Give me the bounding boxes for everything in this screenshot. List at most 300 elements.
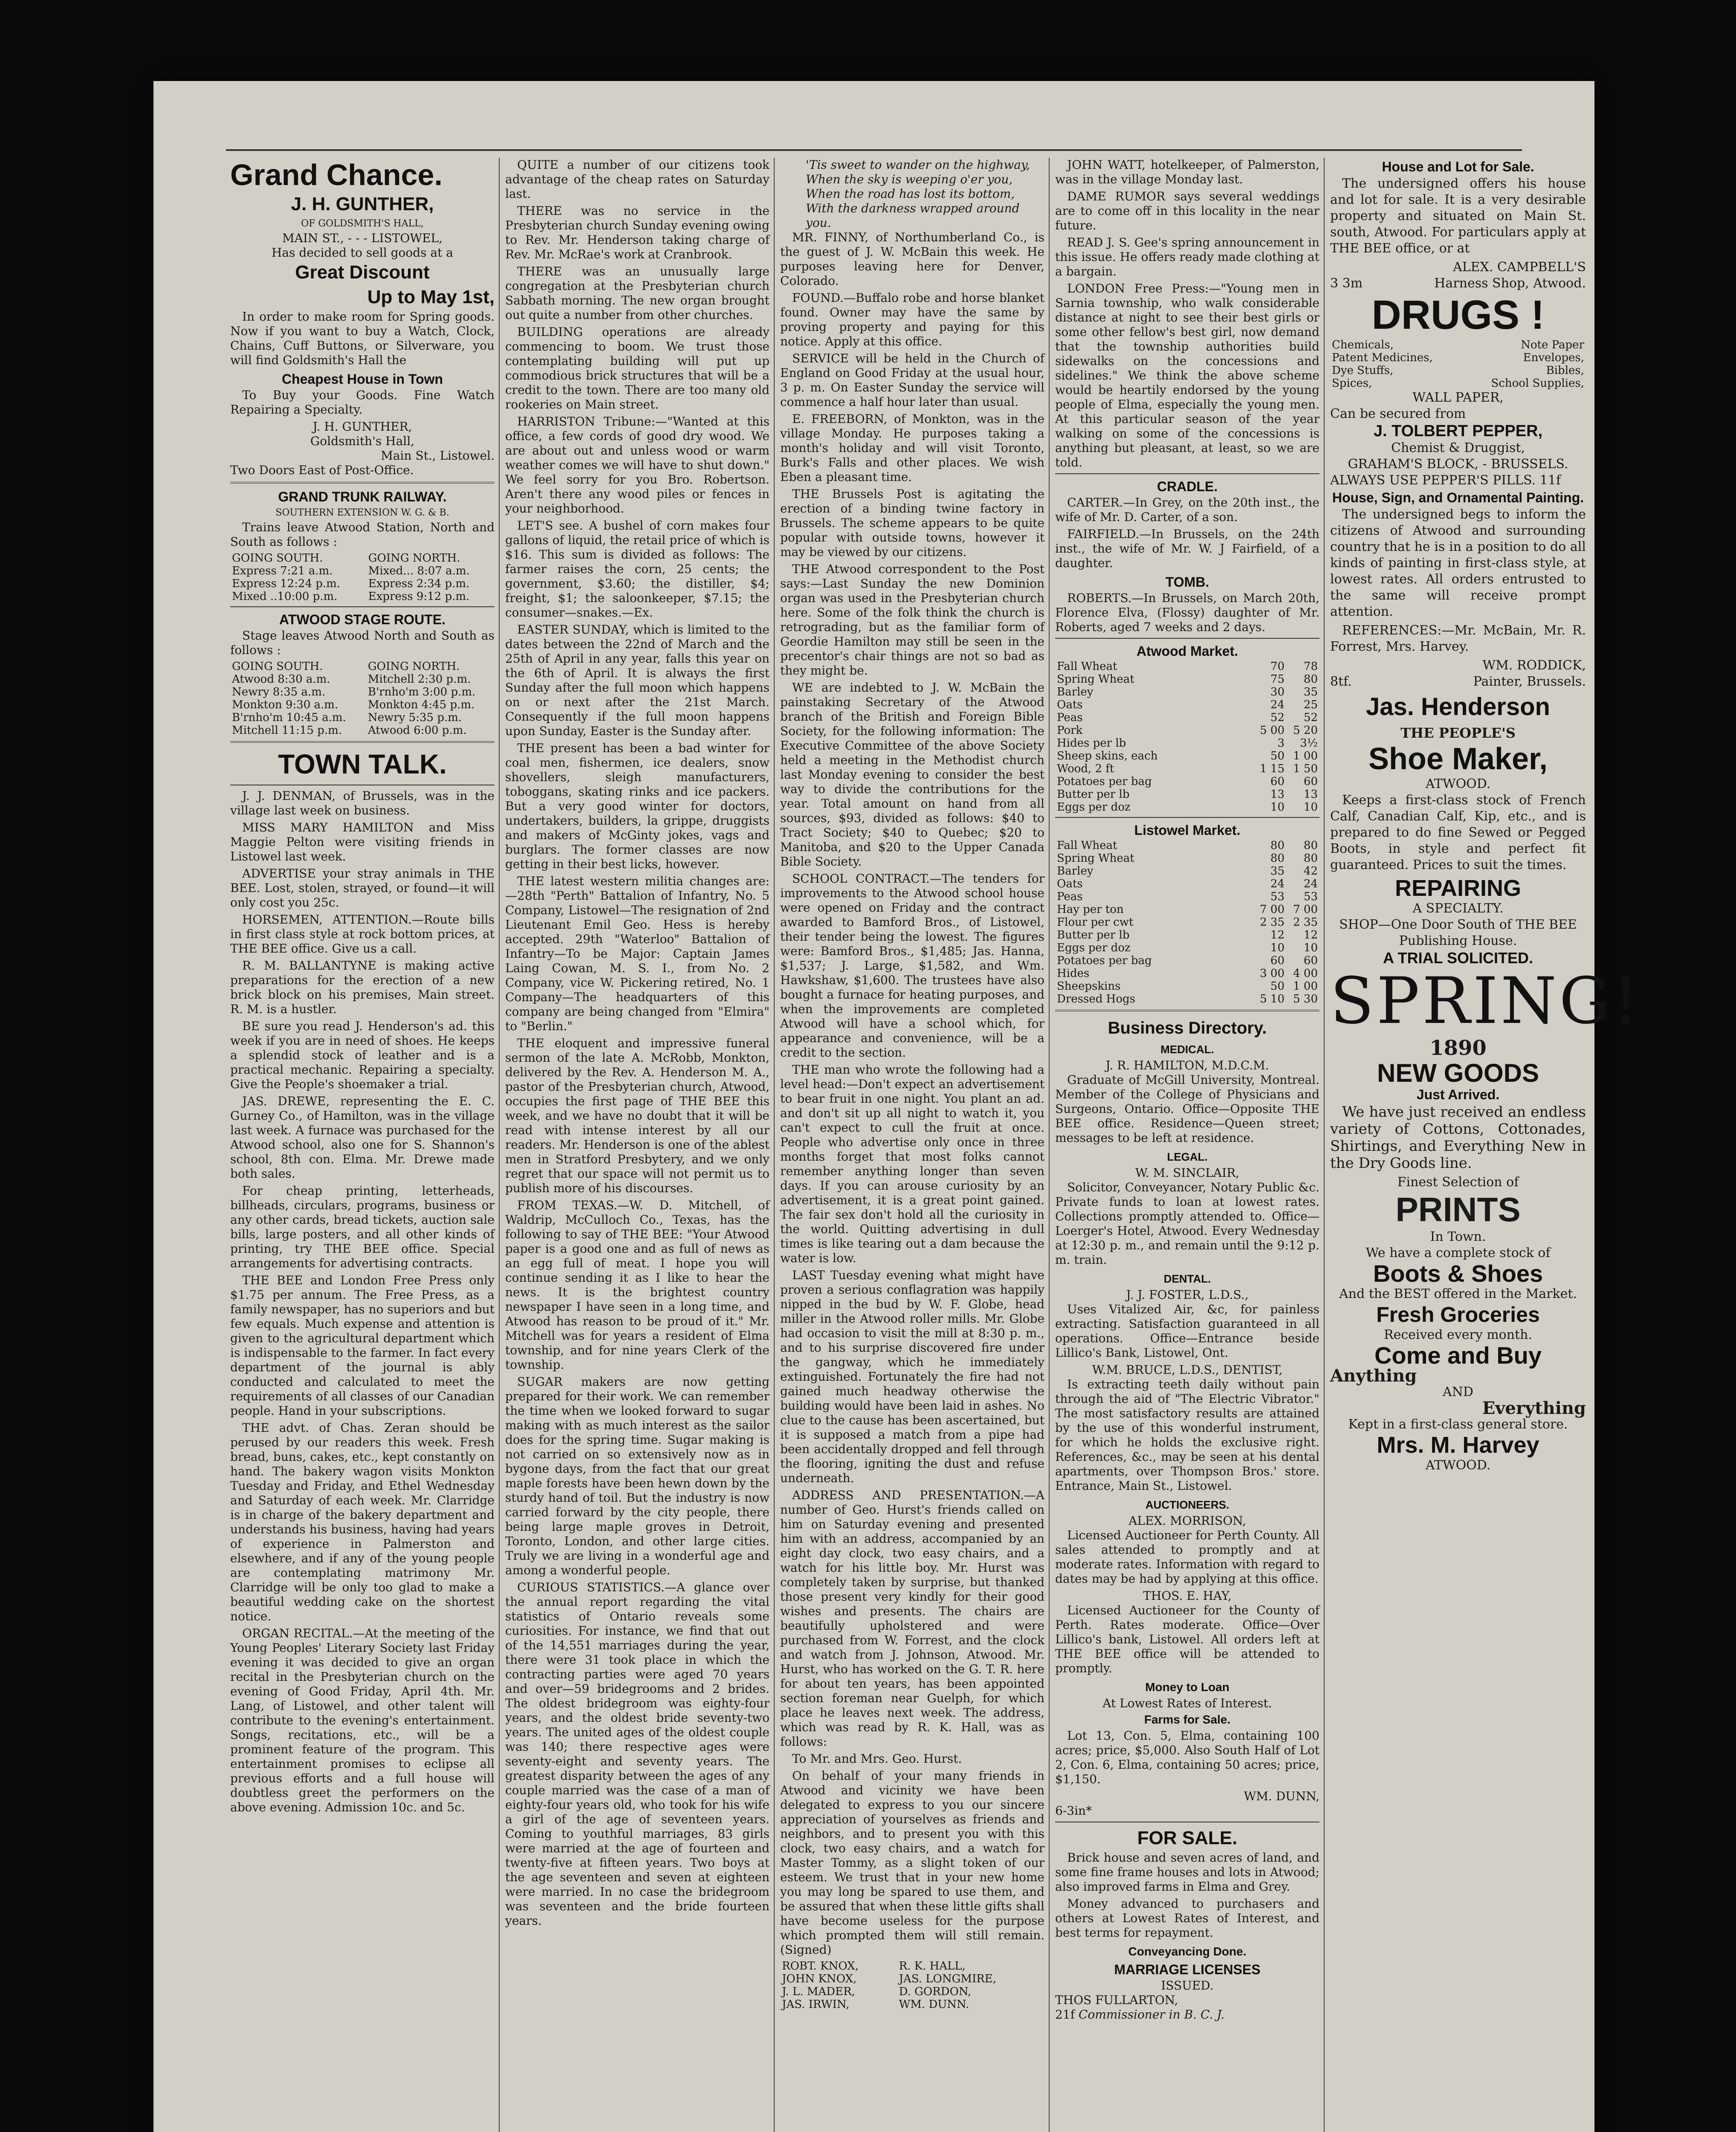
table-cell: Flour per cwt [1057,916,1134,929]
table-cell: 2 35 [1260,916,1285,929]
table-row [1055,941,1319,954]
table-cell: 60 [1303,775,1318,788]
rail-south-head: GOING SOUTH. [232,552,323,565]
table-cell: Oats [1057,878,1083,890]
table-row [230,698,495,711]
paragraph: ADDRESS AND PRESENTATION.—A number of Geo. Hurst's friends called on him on Saturday evening and presented him with an address, accompanied by an eight day clock, two easy chairs, and a watch for his little boy. Mr. Hurst was completely taken by surprise, but thanked those present very kindly for their good wishes and presents. The chairs are beautifully upholstered and were purchased from W. Forrest, and the clock and watch from J. Johnson, Atwood. Mr. Hurst, who has worked on the G. T. R. here for about ten years, has been appointed section foreman near Guelph, for which place he leaves next week. The address, which was read by R. K. Hall, was as follows: [780,1488,1044,1749]
table-cell: 60 [1303,954,1318,967]
gunther-sign1: J. H. GUNTHER, [312,420,412,434]
railway-sub: SOUTHERN EXTENSION W. G. & B. [275,507,449,518]
table-row [1055,993,1319,1005]
table-cell: Barley [1057,865,1094,878]
fullarton-code: 21f [1055,2007,1075,2022]
medical-name: J. R. HAMILTON, M.D.C.M. [1105,1058,1269,1072]
table-cell: 24 [1270,878,1285,890]
table-row [1055,686,1319,698]
paragraph: MISS MARY HAMILTON and Miss Maggie Pelton were visiting friends in Listowel last week. [230,820,495,863]
house-sign2: Harness Shop, Atwood. [1434,276,1586,291]
railway-title: GRAND TRUNK RAILWAY. [278,489,447,504]
table-cell: 10 [1303,941,1318,954]
table-cell: 3 00 [1260,967,1285,980]
divider [1055,1010,1319,1011]
anything: Anything [1330,1366,1417,1386]
drugs-table [1330,339,1586,390]
cradle-title: CRADLE. [1157,479,1218,494]
top-rule [226,149,1522,151]
stage-table [230,660,495,737]
marriage-issued: ISSUED. [1161,1978,1214,1993]
dental-title: DENTAL. [1163,1272,1211,1285]
table-cell: 3½ [1300,737,1318,750]
divider [230,606,495,607]
table-cell: 80 [1270,839,1285,852]
table-cell: 80 [1303,673,1318,686]
money-text: At Lowest Rates of Interest. [1102,1696,1272,1710]
received-text: We have just received an endless variety of Cottons, Cottonades, Shirtings, and Everything New in the Dry Goods line. [1330,1104,1586,1172]
legal-text: Solicitor, Conveyancer, Notary Public &c. Private funds to loan at lowest rates. Collections promptly attended to. Office—Loerger's Hotel, Atwood. Every Wednesday at 12:30 p. m., and remain until the 9:12 p. m. train. [1055,1180,1319,1267]
repairing: REPAIRING [1395,875,1522,901]
table-cell: 1 00 [1293,980,1318,993]
verse [780,158,1044,230]
table-cell: Newry 5:35 p.m. [367,711,462,724]
table-cell: Fall Wheat [1057,660,1117,673]
table-cell: Mixed... 8:07 a.m. [368,565,470,577]
every-month: Received every month. [1384,1327,1532,1342]
great-discount: Great Discount [295,262,430,283]
table-cell: Mitchell 2:30 p.m. [367,673,471,686]
divider [230,741,495,743]
column-rule [1324,158,1325,2132]
atwood-1: ATWOOD. [1425,776,1491,791]
table-row [1055,929,1319,941]
fullarton [1055,1993,1319,2007]
divider [230,482,495,484]
medical-title: MEDICAL. [1160,1043,1214,1056]
painting-title: House, Sign, and Ornamental Painting. [1332,490,1584,505]
table-row [230,673,495,686]
secured: Can be secured from [1330,406,1466,421]
column-rule [499,158,500,2132]
grand-chance-title: Grand Chance. [230,158,443,191]
pills: ALWAYS USE PEPPER'S PILLS. [1330,473,1536,488]
paragraph: SERVICE will be held in the Church of England on Good Friday at the usual hour, 3 p. m. On Easter Sunday the service will commence a half hour later than usual. [780,351,1044,409]
cheapest-house: Cheapest House in Town [281,371,443,387]
dental-name2: W.M. BRUCE, L.D.S., DENTIST, [1092,1363,1283,1377]
table-row [1055,711,1319,724]
table-row [230,590,495,603]
table-cell: Hay per ton [1057,903,1124,916]
paragraph: MR. FINNY, of Northumberland Co., is the guest of J. W. McBain this week. He purposes leaving here for Denver, Colorado. [780,230,1044,288]
table-row [230,724,495,737]
paragraph: SUGAR makers are now getting prepared for their work. We can remember the time when we looked forward to sugar making with as much interest as the sailor does for the spring time. Sugar making is not carried on so extensively now as in bygone days, from the fact that our great maple forests have been hewn down by the sturdy hand of toil. But the industry is now carried forward by the city people, there being large maple groves in Detroit, Toronto, London, and other large cities. Truly we are living in a wonderful age and among a wonderful people. [505,1375,770,1577]
cradle-item: CARTER.—In Grey, on the 20th inst., the wife of Mr. D. Carter, of a son. [1055,495,1319,524]
atwood-market-table [1055,660,1319,814]
table-cell: Peas [1057,890,1083,903]
column-2 [505,158,770,1931]
drug-item: Dye Stuffs, [1332,364,1394,377]
gunther-body: In order to make room for Spring goods. Now if you want to buy a Watch, Clock, Chains, Cuff Buttons, or Silverware, you will find Goldsmith's Hall the [230,310,495,367]
verse-line: 'Tis sweet to wander on the highway, [806,158,1030,172]
gunther-sign3: Main St., Listowel. [381,449,495,463]
table-row [230,577,495,590]
shop: SHOP—One Door South of THE BEE Publishing House. [1339,917,1577,948]
roddick: WM. RODDICK, [1482,658,1586,673]
paragraph: THE latest western militia changes are:—28th "Perth" Battalion of Infantry, No. 5 Company, Listowel—The resignation of 2nd Lieutenant Emil Geo. Hess is hereby accepted. 29th "Waterloo" Battalion of Infantry—To be Major: Captain James Laing Cowan, M. S. I., from No. 2 Company, vice W. Pickering retired, No. 1 Company—The headquarters of this company are being changed from "Elmira" to "Berlin." [505,874,770,1033]
dental-text2: Is extracting teeth daily without pain through the aid of "The Electric Vibrator." The most satisfactory results are attained by the use of this wonderful instrument, for which he holds the exclusive right. References, &c., may be seen at his dental apartments, over Thompson Bros.' store. Entrance, Main St., Listowel. [1055,1377,1319,1493]
column-4-body [1055,158,1319,470]
table-cell: Pork [1057,724,1083,737]
verse-line: When the sky is weeping o'er you, [806,172,1013,186]
table-cell: 80 [1270,852,1285,865]
table-cell: Mitchell 11:15 p.m. [232,724,342,737]
auction-name1: ALEX. MORRISON, [1128,1514,1246,1528]
table-cell: Monkton 9:30 a.m. [232,698,339,711]
table-cell: Oats [1057,698,1083,711]
table-cell: 1 00 [1293,750,1318,762]
signature: JAS. IRWIN, [782,1998,850,2011]
paragraph: R. M. BALLANTYNE is making active preparations for the erection of a new brick block on his premises, Main street. R. M. is a hustler. [230,959,495,1016]
table-cell: Express 7:21 a.m. [232,565,333,577]
table-cell: 12 [1270,929,1285,941]
railway-text: Trains leave Atwood Station, North and South as follows : [230,520,495,549]
gunther-hall: OF GOLDSMITH'S HALL, [301,218,424,229]
table-cell: 5 10 [1260,993,1285,1005]
signature: ROBT. KNOX, [782,1960,859,1973]
table-cell: 52 [1270,711,1285,724]
legal-title: LEGAL. [1167,1150,1208,1163]
atwood-market-title: Atwood Market. [1136,643,1238,659]
paragraph: EASTER SUNDAY, which is limited to the dates between the 22nd of March and the 25th of April in any year, falls this year on the 6th of April. It is always the first Sunday after the full moon which happens on or next after the 21st March. Consequently if the full moon happens upon Sunday, Easter is the Sunday after. [505,623,770,738]
table-cell: 42 [1303,865,1318,878]
auction-text1: Licensed Auctioneer for Perth County. All sales attended to promptly and at moderate rates. Information with regard to dates may be had by applying at this office. [1055,1528,1319,1586]
signature: WM. DUNN. [899,1998,969,2011]
gunther-line: Has decided to sell goods at a [272,246,453,260]
pepper-name: J. TOLBERT PEPPER, [1373,422,1543,440]
auction-text2: Licensed Auctioneer for the County of Perth. Rates moderate. Office—Over Lillico's bank, Listowel. All orders left at THE BEE office will be attended to promptly. [1055,1603,1319,1675]
table-cell: 80 [1303,852,1318,865]
table-row [1055,750,1319,762]
table-cell: Atwood 8:30 a.m. [232,673,330,686]
column-rule [1049,158,1050,2132]
table-cell: Sheepskins [1057,980,1121,993]
divider [1055,817,1319,818]
table-cell: 5 00 [1260,724,1285,737]
signature: JOHN KNOX, [782,1973,857,1985]
dental-text1: Uses Vitalized Air, &c, for painless extracting. Satisfaction guaranteed in all operations. Office—Entrance beside Lillico's Bank, Listowel, Ont. [1055,1302,1319,1360]
table-cell: Butter per lb [1057,788,1130,801]
table-cell: 5 30 [1293,993,1318,1005]
auctioneers-title: AUCTIONEERS. [1145,1498,1230,1511]
stage-title: ATWOOD STAGE ROUTE. [279,612,446,627]
table-cell: Sheep skins, each [1057,750,1158,762]
house-code: 3 3m [1330,276,1363,291]
table-row [1055,737,1319,750]
paragraph: HARRISTON Tribune:—"Wanted at this office, a few cords of good dry wood. We are about out and unless wood or warm weather comes we will have to shut down." We feel sorry for you Bro. Robertson. Aren't there any wood piles or fences in your neighborhood. [505,414,770,516]
table-row [230,686,495,698]
marriage-title: MARRIAGE LICENSES [1114,1962,1261,1977]
railway-table [230,552,495,603]
legal-name: W. M. SINCLAIR, [1135,1166,1240,1180]
table-cell: 80 [1303,839,1318,852]
listowel-market-table [1055,839,1319,1005]
paragraph: CURIOUS STATISTICS.—A glance over the annual report regarding the vital statistics of Ontario reveals some curiosities. For instance, we find that out of the 14,551 marriages during the year, there were 31 took place in which the contracting parties were aged 70 years and over—59 bridegrooms and 2 brides. The oldest bridegroom was eighty-four years, and the oldest bride seventy-two years. The united ages of the oldest couple was 140; there respective ages were seventy-eight and seventy years. The greatest disparity between the ages of any couple married was the case of a man of eighty-four years old, who took for his wife a girl of the age of seventeen years. Coming to youthful marriages, 83 girls were married at the age of fourteen and twenty-five at fifteen years. Two boys at the age seventeen and seven at eighteen were married. In no case the bridegroom was seventeen and the bride fourteen years. [505,1580,770,1928]
table-row [1055,852,1319,865]
paragraph: BUILDING operations are already commencing to boom. We trust those contemplating building will put up commodious brick structures that will be a credit to the town. There are too many old rookeries on Main street. [505,325,770,411]
conveyancing-title: Conveyancing Done. [1128,1945,1247,1958]
for-sale-text2: Money advanced to purchasers and others at Lowest Rates of Interest, and best terms for repayment. [1055,1897,1319,1940]
wall-paper: WALL PAPER, [1412,390,1504,405]
house-sign: ALEX. CAMPBELL'S [1452,260,1586,275]
paragraph: BE sure you read J. Henderson's ad. this week if you are in need of shoes. He keeps a splendid stock of leather and is a practical mechanic. Repairing a specialty. Give the People's shoemaker a trial. [230,1019,495,1091]
farms-sign: WM. DUNN, [1244,1789,1319,1803]
for-sale-text1: Brick house and seven acres of land, and some fine frame houses and lots in Atwood; also improved farms in Elma and Grey. [1055,1851,1319,1894]
stage-text: Stage leaves Atwood North and South as follows : [230,629,495,657]
column-rule [774,158,775,2132]
paragraph: THE Brussels Post is agitating the erection of a binding twine factory in Brussels. The scheme appears to be quite popular with outside towns, however it may be viewed by our citizens. [780,487,1044,559]
paragraph: THE present has been a bad winter for coal men, fishermen, ice dealers, snow shovellers, sleigh manufacturers, toboggans, skating rinks and ice packers. But a very good winter for doctors, undertakers, builders, la grippe, druggists and makers of McGinty jokes, vags and burglars. The former classes are now getting in their best licks, however. [505,741,770,871]
specialty: A SPECIALTY. [1412,901,1504,916]
table-cell: Hides [1057,967,1090,980]
paragraph: THE advt. of Chas. Zeran should be perused by our readers this week. Fresh bread, buns, cakes, etc., kept constantly on hand. The bakery wagon visits Monkton Tuesday and Friday, and Ethel Wednesday and Saturday of each week. Mr. Clarridge is in charge of the bakery department and understands his business, having had years of experience in Palmerston and elsewhere, and if any of the young people are contemplating matrimony Mr. Clarridge will be only too glad to make a beautiful wedding cake on the shortest notice. [230,1421,495,1623]
column-3-body [780,230,1044,1957]
kept-text: Kept in a first-class general store. [1348,1417,1568,1432]
table-cell: 3 [1277,737,1285,750]
paragraph: To Mr. and Mrs. Geo. Hurst. [792,1752,962,1766]
signature: D. GORDON, [899,1985,972,1998]
spring-heading: SPRING! [1330,964,1641,1038]
cradle-item: FAIRFIELD.—In Brussels, on the 24th inst., the wife of Mr. W. J Fairfield, of a daughter. [1055,527,1319,570]
table-cell: Butter per lb [1057,929,1130,941]
verse-line: With the darkness wrapped around you. [806,201,1020,230]
gunther-sign2: Goldsmith's Hall, [310,434,415,448]
table-cell: 7 00 [1260,903,1285,916]
roddick-sub: Painter, Brussels. [1473,674,1586,689]
farms-title: Farms for Sale. [1144,1713,1231,1726]
rail-north-head: GOING NORTH. [368,552,460,565]
fresh-groceries: Fresh Groceries [1376,1303,1540,1327]
new-goods: NEW GOODS [1377,1059,1539,1087]
auction-name2: THOS. E. HAY, [1143,1589,1232,1603]
table-row [1055,878,1319,890]
drug-item: Envelopes, [1523,351,1584,364]
table-cell: 13 [1270,788,1285,801]
table-cell: 70 [1270,660,1285,673]
table-cell: B'rnho'm 3:00 p.m. [367,686,476,698]
tomb-title: TOMB. [1165,574,1209,590]
table-cell: 7 00 [1293,903,1318,916]
table-cell: 1 15 [1260,762,1285,775]
and-best: And the BEST offered in the Market. [1339,1286,1577,1301]
table-cell: 75 [1270,673,1285,686]
fullarton-line [1055,2007,1319,2022]
and-word: AND [1443,1385,1473,1399]
roddick-code: 8tf. [1330,674,1352,689]
table-cell: Spring Wheat [1057,673,1134,686]
gunther-address: MAIN ST., - - - LISTOWEL, [282,231,443,245]
paragraph: LET'S see. A bushel of corn makes four gallons of liquid, the retail price of which is $16. This sum is divided as follows: The farmer raises the corn, 25 cents; the government, $3.60; the distiller, $4; freight, $1; the saloonkeeper, $7.15; the consumer—snakes.—Ex. [505,519,770,620]
house-text: The undersigned offers his house and lot for sale. It is a very desirable property and situated on Main St. south, Atwood. For particulars apply at THE BEE office, or at [1330,176,1586,256]
commissioner: Commissioner in B. C. J. [1078,2007,1225,2022]
column-4 [1055,158,1319,2022]
table-cell: Express 9:12 p.m. [368,590,470,603]
paragraph: THE eloquent and impressive funeral sermon of the late A. McRobb, Monkton, delivered by the Rev. A. Henderson M. A., pastor of the Presbyterian church, Atwood, occupies the first page of THE BEE this week, and we have no doubt that it will be read with intense interest by all our readers. Mr. Henderson is one of the ablest men in Stratford Presbytery, and we only regret that our space will not permit us to publish more of his discourses. [505,1036,770,1195]
table-row [1055,762,1319,775]
until-may: Up to May 1st, [367,287,495,307]
table-cell: 50 [1270,980,1285,993]
drug-item: Patent Medicines, [1332,351,1433,364]
drug-item: Note Paper [1521,339,1584,351]
come-and-buy: Come and Buy [1374,1342,1542,1369]
table-cell: 53 [1270,890,1285,903]
table-cell: Mixed ..10:00 p.m. [232,590,338,603]
table-cell: Dressed Hogs [1057,993,1135,1005]
paragraph: FROM TEXAS.—W. D. Mitchell, of Waldrip, McCulloch Co., Texas, has the following to say of THE BEE: "Your Atwood paper is a good one and as full of news as an egg full of meat. I hope you will continue sending it as I like to hear the news. It is the brightest country newspaper I have seen in a long time, and Atwood has reason to be proud of it." Mr. Mitchell was for years a resident of Elma township, and for nine years Clerk of the township. [505,1198,770,1372]
harvey-name: Mrs. M. Harvey [1377,1432,1539,1458]
paragraph: JAS. DREWE, representing the E. C. Gurney Co., of Hamilton, was in the village last week. A furnace was purchased for the Atwood school, also one for S. Shannon's school, 8th con. Elma. Mr. Drewe made both sales. [230,1094,495,1181]
table-cell: 10 [1303,801,1318,814]
table-row [1055,801,1319,814]
paragraph: FOUND.—Buffalo robe and horse blanket found. Owner may have the same by proving property and paying for this notice. Apply at this office. [780,291,1044,348]
signature: R. K. HALL, [899,1960,966,1973]
pills-code: 11f [1539,473,1561,488]
signatures [780,1960,1044,2011]
table-cell: Eggs per doz [1057,801,1131,814]
paragraph: DAME RUMOR says several weddings are to come off in this locality in the near future. [1055,189,1319,232]
table-row [1055,903,1319,916]
stage-north-head: GOING NORTH. [367,660,460,673]
table-cell: Eggs per doz [1057,941,1131,954]
paragraph: HORSEMEN, ATTENTION.—Route bills in first class style at rock bottom prices, at THE BEE office. Give us a call. [230,912,495,956]
painting-text: The undersigned begs to inform the citizens of Atwood and surrounding country that he is in a position to do all kinds of painting in first-class style, at lowest rates. All orders entrusted to the same will receive prompt attention. [1330,507,1586,619]
column-3 [780,158,1044,2011]
table-cell: 24 [1303,878,1318,890]
table-cell: Express 2:34 p.m. [368,577,470,590]
signature: J. L. MADER, [782,1985,855,1998]
listowel-market-title: Listowel Market. [1134,823,1241,838]
divider [1055,473,1319,474]
table-row [1055,967,1319,980]
paragraph: THE BEE and London Free Press only $1.75 per annum. The Free Press, as a family newspaper, has no superiors and but few equals. Much expense and attention is given to the agricultural department which is indispensable to the farmer. In fact every department of the journal is ably conducted and calculated to meet the requirements of all classes of our Canadian people. Hand in your subscriptions. [230,1273,495,1418]
paragraph: J. J. DENMAN, of Brussels, was in the village last week on business. [230,789,495,817]
paragraph: THE man who wrote the following had a level head:—Don't expect an advertisement to bear fruit in one night. You plant an ad. and don't sit up all night to watch it, you can't expect to cull the fruit at once. People who advertise only once in three months forget that most folks cannot remember anything longer than seven days. If you can arouse curiosity by an advertisement, it is a great point gained. The fair sex don't hold all the curiosity in the world. Quitting advertising in dull times is like tearing out a dam because the water is low. [780,1063,1044,1265]
table-row [230,565,495,577]
farms-text: Lot 13, Con. 5, Elma, containing 100 acres; price, $5,000. Also South Half of Lot 2, Con. 6, Elma, containing 50 acres; price, $1,150. [1055,1729,1319,1786]
everything: Everything [1482,1398,1586,1418]
column-5 [1330,158,1641,1474]
stage-south-head: GOING SOUTH. [232,660,323,673]
table-cell: 5 20 [1293,724,1318,737]
table-cell: 50 [1270,750,1285,762]
table-row [1055,865,1319,878]
table-cell: 53 [1303,890,1318,903]
shoe-text: Keeps a first-class stock of French Calf, Canadian Calf, Kip, etc., and is prepared to do fine Sewed or Pegged Boots, in style and perfect fit guaranteed. Prices to suit the times. [1330,793,1586,872]
just-arrived: Just Arrived. [1416,1087,1500,1102]
town-talk-body [230,789,495,1815]
table-cell: 10 [1270,801,1285,814]
farms-code: 6-3in* [1055,1804,1092,1818]
table-row [1055,698,1319,711]
table-cell: 60 [1270,954,1285,967]
paragraph: ORGAN RECITAL.—At the meeting of the Young Peoples' Literary Society last Friday evening it was decided to give an organ recital in the Presbyterian church on the evening of Good Friday, April 4th. Mr. Lang, of Listowel, and other talent will contribute to the evening's entertainment. Songs, recitations, etc., will be a prominent feature of the program. This entertainment promises to eclipse all previous efforts and a full house will doubtless greet the performers on the above evening. Admission 10c. and 5c. [230,1626,495,1814]
shoemaker: Shoe Maker, [1368,742,1548,776]
table-cell: 60 [1270,775,1285,788]
table-row [1055,890,1319,903]
table-cell: 30 [1270,686,1285,698]
paragraph: E. FREEBORN, of Monkton, was in the village Monday. He purposes taking a month's holiday and will visit Toronto, Burk's Falls and other places. We wish Eben a pleasant time. [780,412,1044,484]
paragraph: THERE was no service in the Presbyterian church Sunday evening owing to Rev. Mr. Henderson taking charge of Rev. Mr. McRae's work at Cranbrook. [505,204,770,261]
table-cell: Express 12:24 p.m. [232,577,341,590]
table-cell: B'rnho'm 10:45 a.m. [232,711,346,724]
table-cell: 4 00 [1293,967,1318,980]
table-row [1055,788,1319,801]
table-row [1055,839,1319,852]
table-row [1055,724,1319,737]
column-1 [230,158,495,1817]
table-cell: 78 [1303,660,1318,673]
table-row [1055,916,1319,929]
paragraph: READ J. S. Gee's spring announcement in this issue. He offers ready made clothing at a bargain. [1055,235,1319,278]
table-cell: Spring Wheat [1057,852,1134,865]
paragraph: LAST Tuesday evening what might have proven a serious conflagration was happily nipped in the bud by W. F. Globe, head miller in the Atwood roller mills. Mr. Globe had occasion to visit the mill at 8:30 p. m., and to his surprise discovered fire under the gangway, which he immediately extinguished. Fortunately the fire had not gained much headway otherwise the building would have been laid in ashes. No clue to the cause has been ascertained, but it is supposed a match from a pipe had been accidentally dropped and fell through the flooring, igniting the dust and refuse underneath. [780,1268,1044,1485]
finest: Finest Selection of [1397,1175,1519,1190]
table-cell: 25 [1303,698,1318,711]
table-cell: Wood, 2 ft [1057,762,1114,775]
table-cell: Fall Wheat [1057,839,1117,852]
column-2-body [505,158,770,1928]
chemist: Chemist & Druggist, [1391,440,1525,455]
table-cell: 12 [1303,929,1318,941]
roddick-line [1330,674,1586,690]
complete-stock: We have a complete stock of [1366,1246,1551,1260]
paragraph: JOHN WATT, hotelkeeper, of Palmerston, was in the village Monday last. [1055,158,1319,186]
medical-text: Graduate of McGill University, Montreal. Member of the College of Physicians and Surgeons, Ontario. Office—Opposite THE BEE office. Residence—Queen street; messages to be left at residence. [1055,1073,1319,1145]
table-cell: Hides per lb [1057,737,1126,750]
table-cell: Barley [1057,686,1094,698]
table-cell: 24 [1270,698,1285,711]
drugs-title: DRUGS ! [1371,292,1545,338]
table-cell: 35 [1303,686,1318,698]
table-cell: 10 [1270,941,1285,954]
table-row [1055,954,1319,967]
table-row [230,711,495,724]
pills-line [1330,472,1586,489]
table-cell: 35 [1270,865,1285,878]
table-row [1055,673,1319,686]
money-title: Money to Loan [1145,1680,1230,1694]
paragraph: QUITE a number of our citizens took advantage of the cheap rates on Saturday last. [505,158,770,201]
newspaper-page [153,81,1641,2132]
paragraph: ADVERTISE your stray animals in THE BEE. Lost, stolen, strayed, or found—it will only cost you 25c. [230,866,495,910]
table-row [1055,660,1319,673]
table-cell: 52 [1303,711,1318,724]
table-cell: 1 50 [1293,762,1318,775]
year: 1890 [1429,1036,1487,1060]
boots-shoes: Boots & Shoes [1373,1260,1543,1287]
table-cell: Potatoes per bag [1057,775,1152,788]
table-cell: Potatoes per bag [1057,954,1152,967]
table-row [1055,775,1319,788]
table-cell: Newry 8:35 a.m. [232,686,326,698]
table-cell: 2 35 [1293,916,1318,929]
table-cell: 13 [1303,788,1318,801]
fullarton-name: THOS FULLARTON, [1055,1993,1178,2007]
house-title: House and Lot for Sale. [1382,159,1534,174]
house-line [1330,275,1586,292]
peoples: THE PEOPLE'S [1400,725,1516,741]
drug-item: Spices, [1332,377,1372,390]
paragraph: THERE was an unusually large congregation at the Presbyterian church Sabbath morning. The new organ brought out quite a number from other churches. [505,264,770,322]
paragraph: SCHOOL CONTRACT.—The tenders for improvements to the Atwood school house were opened on Friday and the contract awarded to Bamford Bros., of Listowel, their tender being the lowest. The figures were: Bamford Bros., $1,485; Jas. Hanna, $1,537; J. Large, $1,582, and Wm. Hawkshaw, $1,600. The trustees have also bought a furnace for heating purposes, and when the improvements are completed Atwood will have a school which, for appearance and convenience, will be a credit to the section. [780,872,1044,1060]
